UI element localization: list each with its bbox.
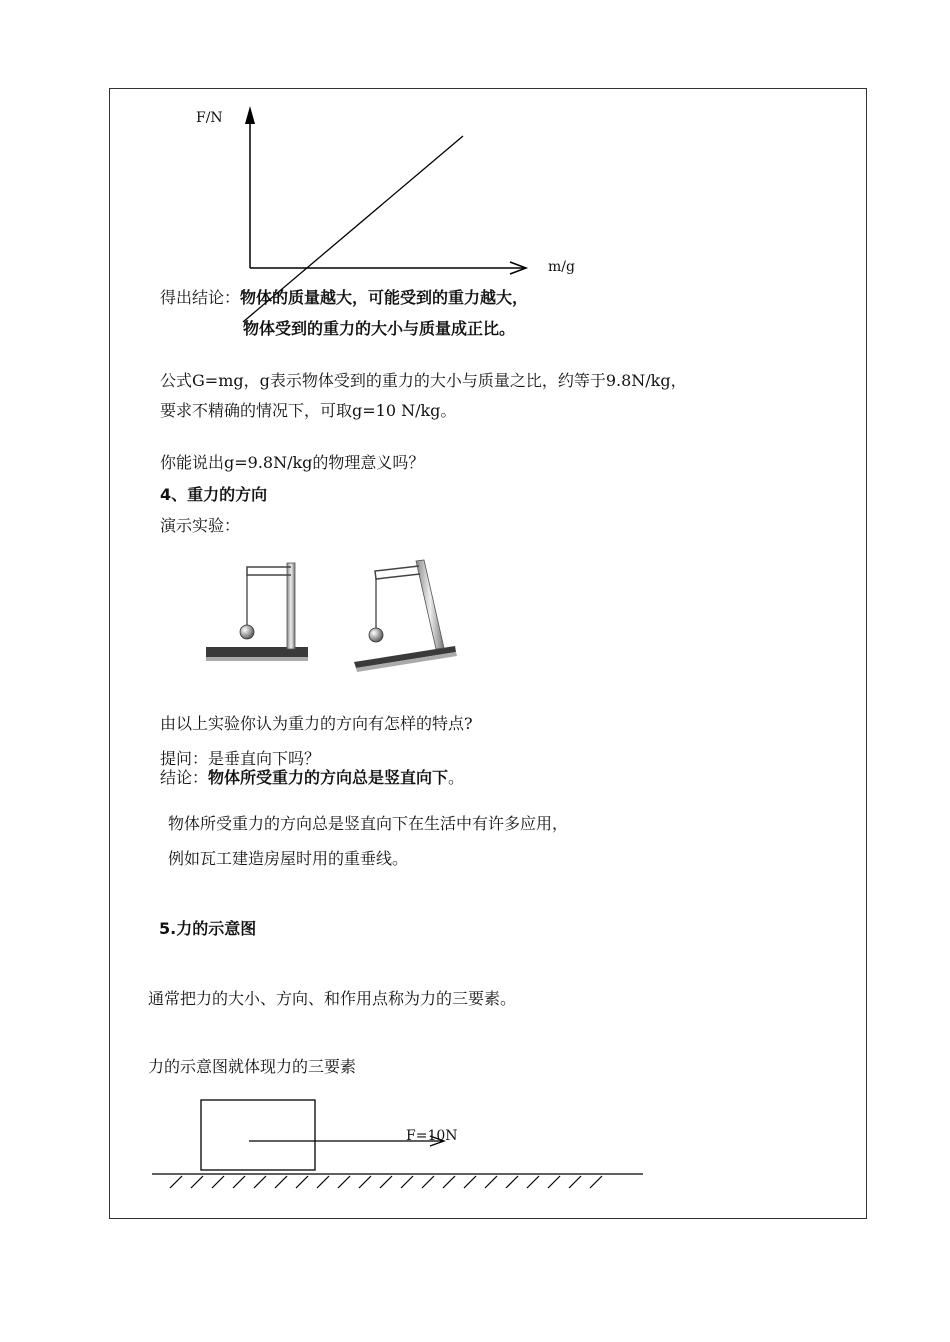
direction-conclusion-prefix: 结论：: [160, 768, 209, 787]
conclusion-text1: 物体的质量越大，可能受到的重力越大，: [240, 288, 529, 307]
application-line1: 物体所受重力的方向总是竖直向下在生活中有许多应用，: [168, 814, 569, 833]
ask-vertical: 提问：是垂直向下吗？: [160, 749, 321, 768]
diagram-caption: 力的示意图就体现力的三要素: [148, 1057, 357, 1076]
section5-heading: 5.力的示意图: [159, 919, 257, 938]
conclusion-prefix: 得出结论：: [160, 288, 241, 307]
application-line2: 例如瓦工建造房屋时用的重垂线。: [168, 849, 409, 868]
formula-line2: 要求不精确的情况下，可取g=10 N/kg。: [160, 401, 457, 420]
force-label: F=10N: [406, 1128, 458, 1144]
x-axis-label: m/g: [548, 259, 575, 275]
direction-question: 由以上实验你认为重力的方向有怎样的特点?: [160, 714, 473, 733]
three-elements-text: 通常把力的大小、方向、和作用点称为力的三要素。: [148, 989, 517, 1008]
block: [201, 1100, 315, 1170]
y-axis-label: F/N: [196, 110, 223, 126]
direction-conclusion-text: 物体所受重力的方向总是竖直向下: [208, 768, 449, 787]
question-g-meaning: 你能说出g=9.8N/kg的物理意义吗？: [160, 453, 425, 472]
demo-label: 演示实验：: [160, 516, 241, 535]
formula-line1: 公式G=mg，g表示物体受到的重力的大小与质量之比，约等于9.8N/kg，: [160, 371, 687, 390]
section4-heading: 4、重力的方向: [160, 485, 268, 504]
conclusion-line2: 物体受到的重力的大小与质量成正比。: [243, 319, 516, 338]
direction-conclusion-end: 。: [448, 768, 465, 787]
ground-hatching: [170, 1176, 602, 1188]
